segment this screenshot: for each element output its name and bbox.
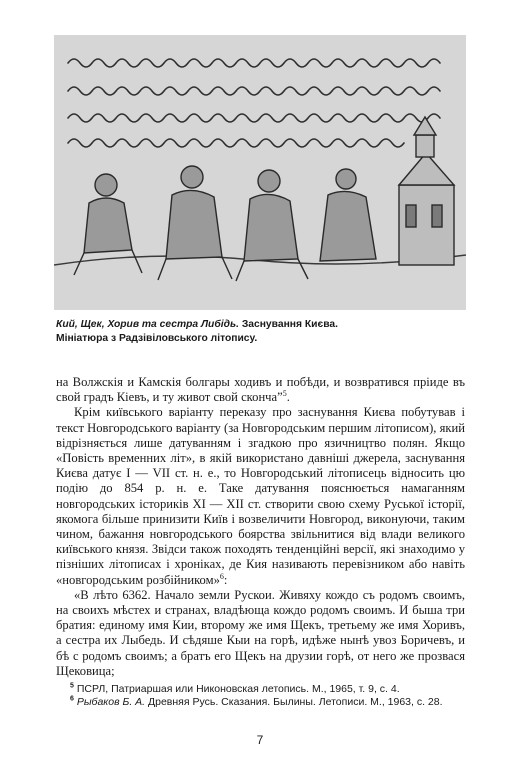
footnote-ref-5[interactable]: 5: [282, 389, 287, 399]
miniature-drawing: [54, 35, 466, 310]
caption-line-2: Мініатюра з Радзівіловського літопису.: [56, 333, 258, 344]
figure-caption: [56, 318, 466, 346]
paragraph-3: «В лѣто 6362. Начало земли Рускои. Живяху кождо съ родомъ своимъ, на своихъ мѣстех и странах, владѣюща кождо родомъ своимъ. И быша три братия: единому имя Кии, второму же имя Щекъ, третьему же имя Хоривъ, а сестра их Лыбедь. И сѣдяше Кыи на горѣ, идѣже нынѣ увоз Боричевъ, и бѣ с родомъ своимъ; а братъ его Щекъ на друзии горѣ, от него же прозвася Щековица;: [56, 587, 465, 678]
caption-names: Кий, Щек, Хорив та сестра Либідь.: [56, 319, 239, 330]
caption-line-1: [56, 318, 466, 332]
paragraph-2: Крім київського варіанту переказу про заснування Києва побутував і текст Новгородського варіанту (за Новгородським першим літописом), який відрізняється лише датуванням і згадкою про язичництво полян. Якщо «Повість временних літ», в якій використано давніші джерела, заснування Києва датує І — VII ст. н. е., то Новгородський літописець відносить цю подію до 854 р. н. е. Таке датування пояснюється намаганням новгородських істориків XI — XII ст. створити свою схему Руської історії, якомога більше принизити Київ і возвеличити Новгород, виконуючи, таким чином, бажання новгородського боярства звільнитися від влади великого київського князя. Звідси також походять тенденційні версії, які знаходимо у пізніших літописах і хроніках, де Кия називають перевізником або навіть «новгородським розбійником»$^6$:: [56, 405, 465, 587]
body-text: [56, 375, 465, 679]
paragraph-1: на Волжскія и Камскія болгары ходивъ и побѣди, и возвратився пріиде въ свой градъ Кіевъ, и ту живот свой скончa”$^5$.: [56, 375, 465, 405]
footnotes: [56, 683, 465, 709]
chronicle-miniature: [54, 35, 466, 310]
footnote-ref-6[interactable]: 6: [219, 571, 224, 581]
footnote-5: $^5$ ПСРЛ, Патриаршая или Никоновская летопись. М., 1965, т. 9, с. 4.: [70, 682, 400, 695]
caption-title: Заснування Києва.: [241, 319, 338, 330]
footnote-6: $^6$ Рыбаков Б. А. Древняя Русь. Сказания. Былины. Летописи. М., 1963, с. 28.: [70, 695, 443, 708]
page-number: 7: [256, 733, 264, 747]
